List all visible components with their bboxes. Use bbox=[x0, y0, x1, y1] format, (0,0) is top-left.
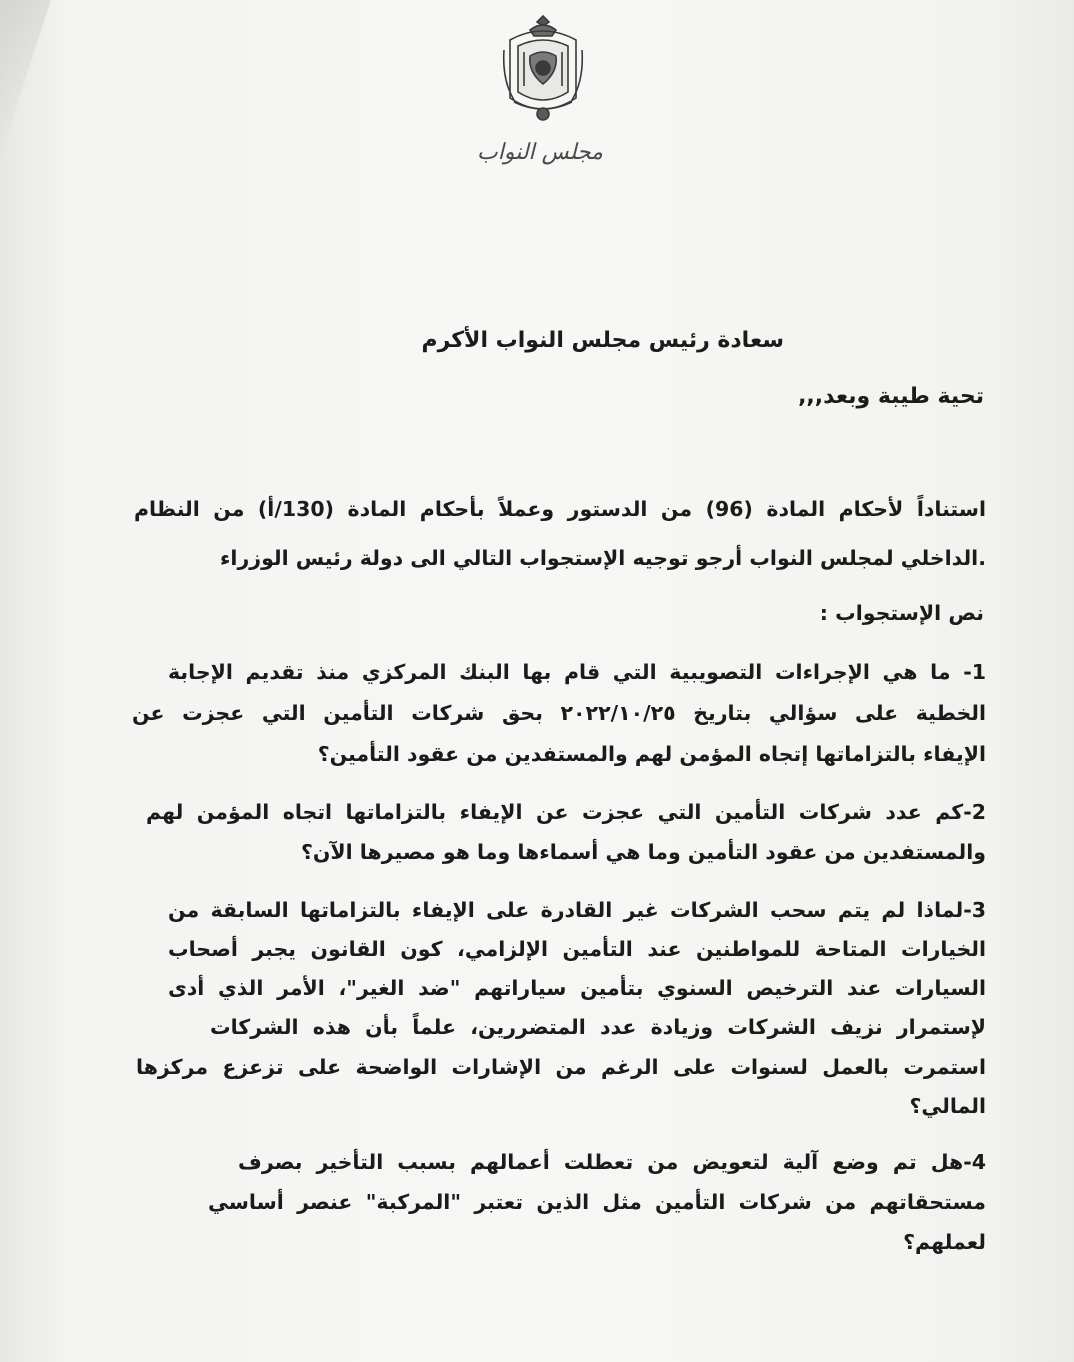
question-1-line-2: الخطية على سؤالي بتاريخ ٢٠٢٢/١٠/٢٥ بحق شركات التأمين التي عجزت عن bbox=[132, 701, 986, 725]
question-3-line-4: لإستمرار نزيف الشركات وزيادة عدد المتضررين، علماً بأن هذه الشركات bbox=[210, 1015, 986, 1039]
royal-crest-icon bbox=[500, 10, 586, 126]
intro-line-2: .الداخلي لمجلس النواب أرجو توجيه الإستجواب التالي الى دولة رئيس الوزراء bbox=[219, 546, 986, 570]
question-4-line-3: لعملهم؟ bbox=[903, 1230, 986, 1254]
salutation: سعادة رئيس مجلس النواب الأكرم bbox=[421, 328, 784, 353]
question-1-line-1: 1- ما هي الإجراءات التصويبية التي قام بها البنك المركزي منذ تقديم الإجابة bbox=[168, 660, 986, 684]
question-3-line-3: السيارات عند الترخيص السنوي بتأمين سياراتهم "ضد الغير"، الأمر الذي أدى bbox=[168, 976, 986, 1000]
page-fold-shadow bbox=[0, 0, 59, 164]
intro-line-1: استناداً لأحكام المادة (96) من الدستور وعملاً بأحكام المادة (130/أ) من النظام bbox=[134, 497, 986, 521]
question-4-line-2: مستحقاتهم من شركات التأمين مثل الذين تعتبر "المركبة" عنصر أساسي bbox=[208, 1190, 986, 1214]
question-2-line-1: 2-كم عدد شركات التأمين التي عجزت عن الإيفاء بالتزاماتها اتجاه المؤمن لهم bbox=[146, 800, 986, 824]
interpellation-heading: نص الإستجواب : bbox=[819, 601, 984, 625]
question-2-line-2: والمستفدين من عقود التأمين وما هي أسماءها وما هو مصيرها الآن؟ bbox=[300, 840, 986, 864]
question-1-line-3: الإيفاء بالتزاماتها إتجاه المؤمن لهم والمستفدين من عقود التأمين؟ bbox=[317, 742, 986, 766]
question-3-line-5: استمرت بالعمل لسنوات على الرغم من الإشارات الواضحة على تزعزع مركزها bbox=[136, 1055, 986, 1079]
greeting: تحية طيبة وبعد,,, bbox=[798, 384, 984, 409]
question-3-line-1: 3-لماذا لم يتم سحب الشركات غير القادرة على الإيفاء بالتزاماتها السابقة من bbox=[168, 898, 986, 922]
question-4-line-1: 4-هل تم وضع آلية لتعويض من تعطلت أعمالهم بسبب التأخير بصرف bbox=[238, 1150, 986, 1174]
question-3-line-6: المالي؟ bbox=[909, 1094, 986, 1118]
question-3-line-2: الخيارات المتاحة للمواطنين عند التأمين الإلزامي، كون القانون يجبر أصحاب bbox=[168, 937, 986, 961]
letterhead-org-name: مجلس النواب bbox=[477, 140, 603, 165]
